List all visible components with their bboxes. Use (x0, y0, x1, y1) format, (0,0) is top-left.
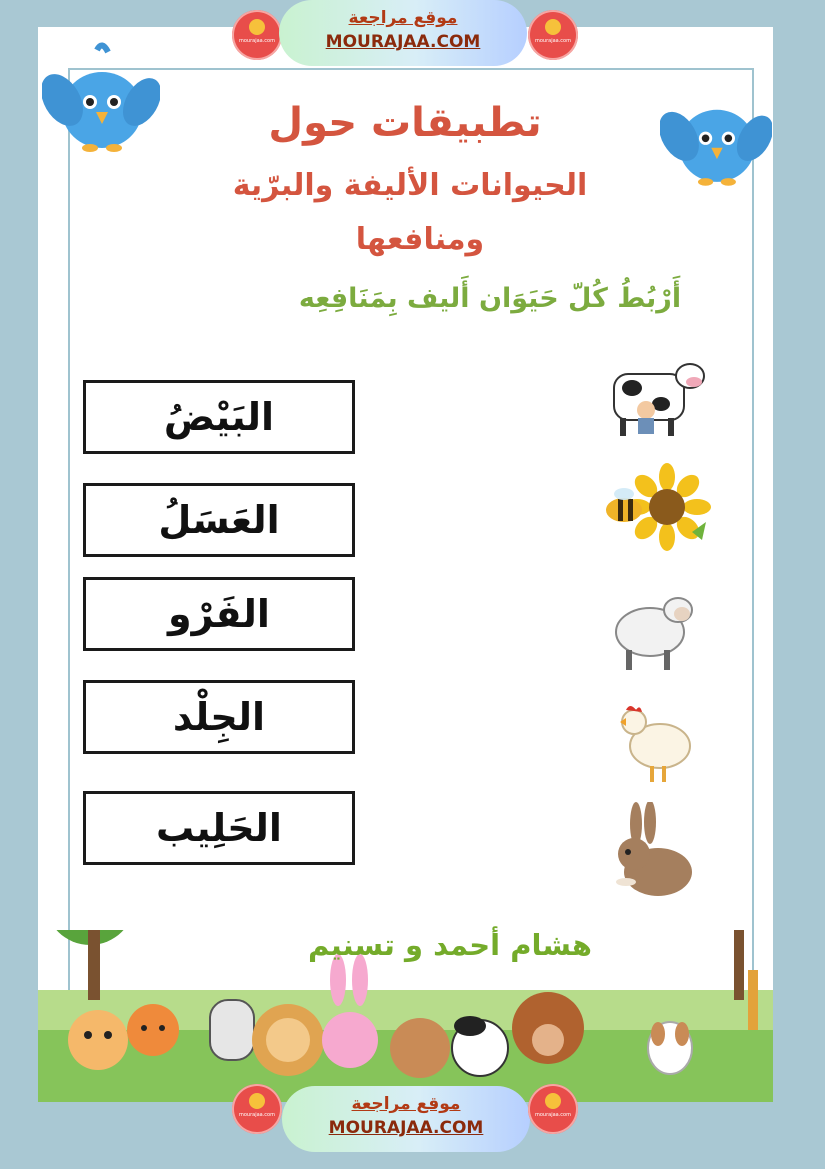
logo-text: mourajaa.com (534, 1112, 571, 1118)
logo-text: mourajaa.com (238, 1112, 275, 1118)
exercise-instruction: أَرْبُطُ كُلّ حَيَوَان أَليف بِمَنَافِعِه (298, 283, 682, 314)
logo-text: mourajaa.com (534, 38, 571, 44)
word-box-milk[interactable]: الحَلِيب (83, 791, 355, 865)
site-banner-arabic: موقع مراجعة (348, 8, 458, 28)
worksheet-frame (68, 68, 754, 1068)
cow-icon[interactable] (606, 352, 710, 442)
blue-bird-icon (660, 78, 772, 190)
site-logo-icon[interactable] (232, 10, 282, 60)
hen-icon[interactable] (616, 700, 698, 786)
rabbit-icon[interactable] (606, 802, 698, 902)
word-box-honey[interactable]: العَسَلُ (83, 483, 355, 557)
blue-bird-icon (42, 40, 160, 155)
site-logo-icon[interactable] (232, 1084, 282, 1134)
page-title: تطبيقات حول (268, 100, 542, 146)
sheep-icon[interactable] (612, 588, 698, 674)
site-banner-bottom[interactable] (282, 1086, 530, 1152)
bee-sunflower-icon[interactable] (602, 462, 712, 552)
site-banner-top[interactable] (279, 0, 527, 66)
site-banner-latin[interactable]: MOURAJAA.COM (325, 32, 481, 52)
word-box-eggs[interactable]: البَيْضُ (83, 380, 355, 454)
word-box-fur[interactable]: الفَرْو (83, 577, 355, 651)
author-credit: هشام أحمد و تسنيم (308, 928, 592, 962)
site-banner-arabic: موقع مراجعة (351, 1094, 461, 1114)
word-box-leather[interactable]: الجِلْد (83, 680, 355, 754)
logo-text: mourajaa.com (238, 38, 275, 44)
page-subtitle-2: ومنافعها (355, 222, 485, 257)
site-banner-latin[interactable]: MOURAJAA.COM (328, 1118, 484, 1138)
site-logo-icon[interactable] (528, 10, 578, 60)
page-subtitle: الحيوانات الأليفة والبرّية (232, 168, 588, 203)
site-logo-icon[interactable] (528, 1084, 578, 1134)
